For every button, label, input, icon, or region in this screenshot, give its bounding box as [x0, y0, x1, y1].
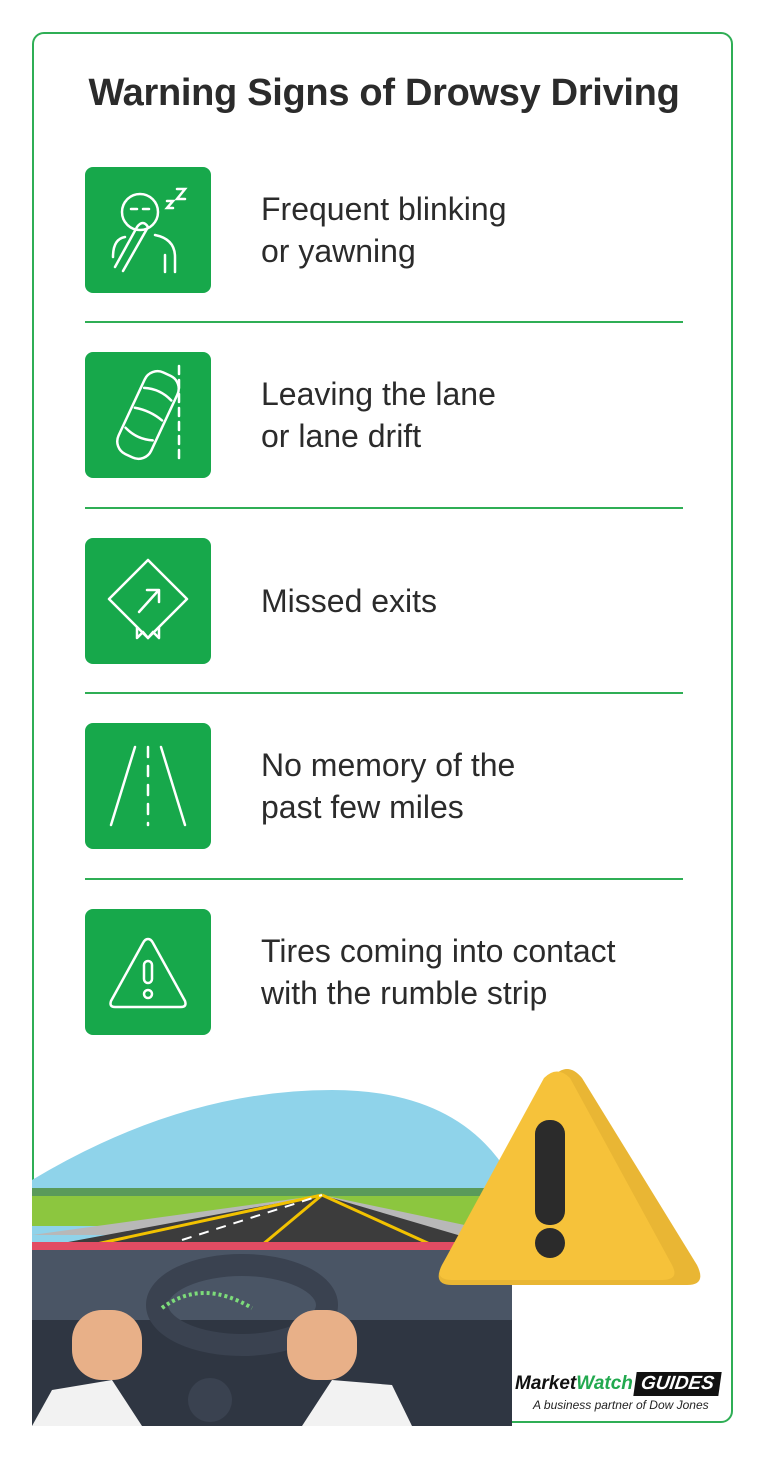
- list-item: [85, 352, 685, 478]
- divider: [85, 878, 683, 880]
- list-item: [85, 538, 685, 664]
- item-label: No memory of the past few miles: [261, 747, 516, 825]
- item-label: Tires coming into contact with the rumble strip: [261, 933, 616, 1011]
- page-title: Warning Signs of Drowsy Driving: [88, 72, 680, 114]
- item-label: Missed exits: [261, 583, 438, 619]
- list-item: [85, 723, 685, 849]
- item-label: Frequent blinking or yawning: [261, 191, 507, 269]
- road-icon: [85, 723, 211, 849]
- warning-triangle-icon: [85, 909, 211, 1035]
- divider: [85, 321, 683, 323]
- list-item: [85, 167, 685, 293]
- car-drifting-icon: [85, 352, 211, 478]
- item-label: Leaving the lane or lane drift: [261, 376, 496, 454]
- divider: [85, 507, 683, 509]
- logo-tagline: A business partner of Dow Jones: [533, 1398, 709, 1412]
- windshield-view: [32, 1060, 512, 1426]
- exit-sign-icon: [85, 538, 211, 664]
- yawning-person-icon: [85, 167, 211, 293]
- list-item: [85, 909, 685, 1035]
- divider: [85, 692, 683, 694]
- marketwatch-guides-logo: Market Watch GUIDES A business partner of Dow Jones: [515, 1372, 720, 1412]
